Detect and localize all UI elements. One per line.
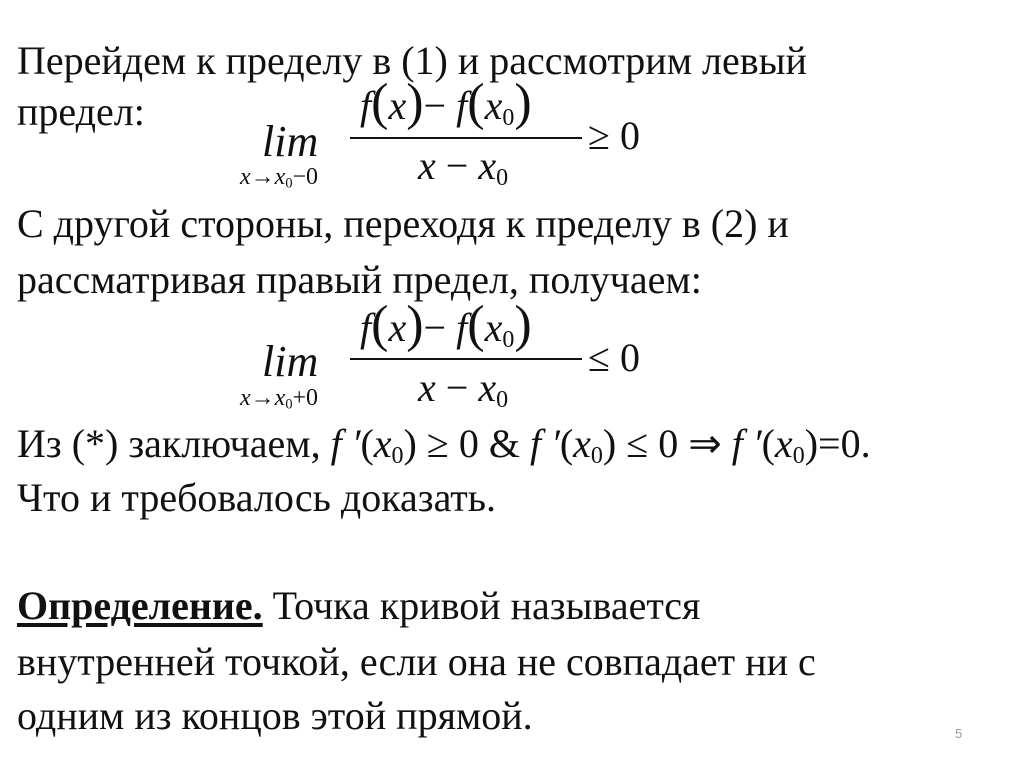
fraction-numerator: $f(x)- f(x_0)$ [360,74,532,131]
page-number: 5 [955,726,963,741]
lim-subscript: $x\to x_0-0$ [240,164,319,192]
fraction-denominator: $x - x_0$ [418,143,509,191]
fraction-bar [350,358,582,360]
definition-term: Определение. [17,583,263,628]
text-line-3: С другой стороны, переходя к пределу в (2) и [17,201,789,246]
text-line-8: внутренней точкой, если она не совпадает ни с [17,639,816,684]
fraction-numerator: $f(x)- f(x_0)$ [360,296,532,353]
lim-operator: lim [262,337,319,386]
fraction-denominator: $x - x_0$ [418,365,509,413]
conclusion-line: Из (*) заключаем, f $'(x_0) \ge 0$ & f $'(x_0) \le 0$ ⇒ f $'(x_0)=0$. [17,421,871,469]
text-line-6: Что и требовалось доказать. [17,475,497,520]
definition-text: Точка кривой называется [262,583,701,628]
lim-subscript: $x\to x_0+0$ [240,385,319,413]
relation-leq-zero: ≤ 0 [588,335,640,380]
text-line-4: рассматривая правый предел, получаем: [17,257,702,302]
fraction-bar [350,137,582,139]
definition-line [17,582,700,630]
text-line-9: одним из концов этой прямой. [17,693,533,738]
text-line-2: предел: [17,89,145,134]
lim-operator: lim [262,117,319,166]
relation-geq-zero: ≥ 0 [588,113,640,158]
text-line-1: Перейдем к пределу в (1) и рассмотрим левый [17,38,807,83]
